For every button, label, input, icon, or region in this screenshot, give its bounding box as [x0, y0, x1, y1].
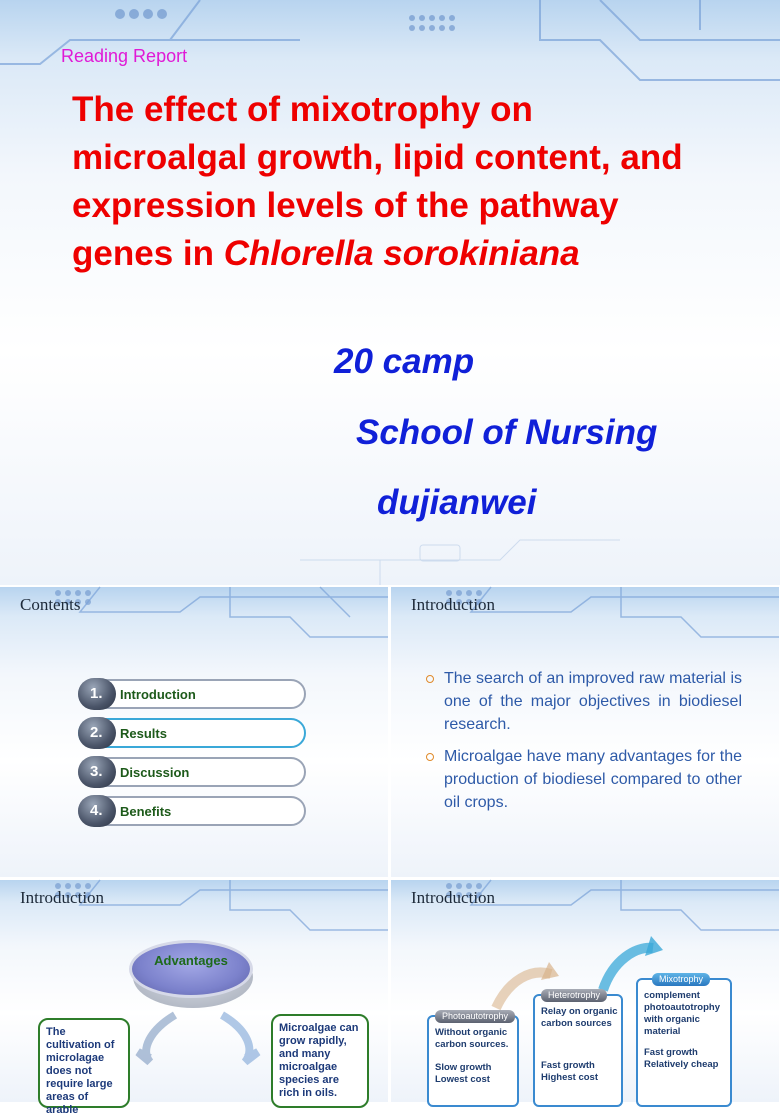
advantage-box-left: The cultivation of microlagae does not require large areas of arable [38, 1018, 130, 1108]
box-description: complement photoautotrophy with organic material [644, 990, 720, 1037]
box-growth: Fast growth Relatively cheap [644, 1047, 719, 1070]
item-label: Benefits [120, 804, 172, 819]
intro-bullets [424, 667, 742, 823]
bullet-item: The search of an improved raw material is one of the major objectives in biodiesel research. [424, 667, 742, 736]
contents-item-results[interactable] [78, 718, 306, 748]
item-number: 2. [78, 717, 116, 749]
nutrition-slide [391, 880, 779, 1102]
camp-text: 20 camp [334, 342, 475, 381]
advantages-label: Advantages [154, 953, 228, 968]
advantage-box-right: Microalgae can grow rapidly, and many microalgae species are rich in oils. [271, 1014, 369, 1108]
bullet-circle-icon [426, 753, 434, 761]
item-label: Introduction [120, 687, 196, 702]
title-species: Chlorella sorokiniana [223, 234, 580, 273]
contents-title: Contents [20, 595, 81, 614]
box-header: Photoautotrophy [435, 1010, 515, 1023]
item-number: 4. [78, 795, 116, 827]
report-tag: Reading Report [61, 46, 188, 66]
item-label: Discussion [120, 765, 190, 780]
school-text: School of Nursing [356, 413, 658, 452]
author-text: dujianwei [377, 483, 537, 522]
box-header: Heterotrophy [541, 989, 607, 1002]
bullet-item: Microalgae have many advantages for the production of biodiesel compared to other oil crops. [424, 745, 742, 814]
nutrition-slide-title: Introduction [411, 888, 496, 907]
bullet-circle-icon [426, 675, 434, 683]
item-label: Results [120, 726, 167, 741]
contents-item-benefits[interactable] [78, 796, 306, 826]
heterotrophy-box [533, 990, 623, 1107]
box-description: Without organic carbon sources. [435, 1027, 509, 1050]
item-number: 1. [78, 678, 116, 710]
title-text: The effect of mixotrophy on microalgal growth, lipid content, and expression levels of the pathway genes in [72, 90, 683, 273]
contents-slide [0, 587, 388, 877]
box-header: Mixotrophy [652, 973, 710, 986]
introduction-title: Introduction [411, 595, 496, 614]
box-description: Relay on organic carbon sources [541, 1006, 618, 1029]
box-growth: Fast growth Highest cost [541, 1060, 599, 1083]
mixotrophy-box [636, 974, 732, 1107]
slide-title [72, 86, 712, 278]
box-growth: Slow growth Lowest cost [435, 1062, 492, 1085]
left-arrow-icon [138, 1015, 175, 1062]
advantages-ellipse [129, 940, 253, 998]
item-number: 3. [78, 756, 116, 788]
advantages-slide-title: Introduction [20, 888, 105, 907]
photoautotrophy-box [427, 1011, 519, 1107]
contents-item-discussion[interactable] [78, 757, 306, 787]
contents-item-introduction[interactable] [78, 679, 306, 709]
right-arrow-icon [222, 1015, 258, 1062]
